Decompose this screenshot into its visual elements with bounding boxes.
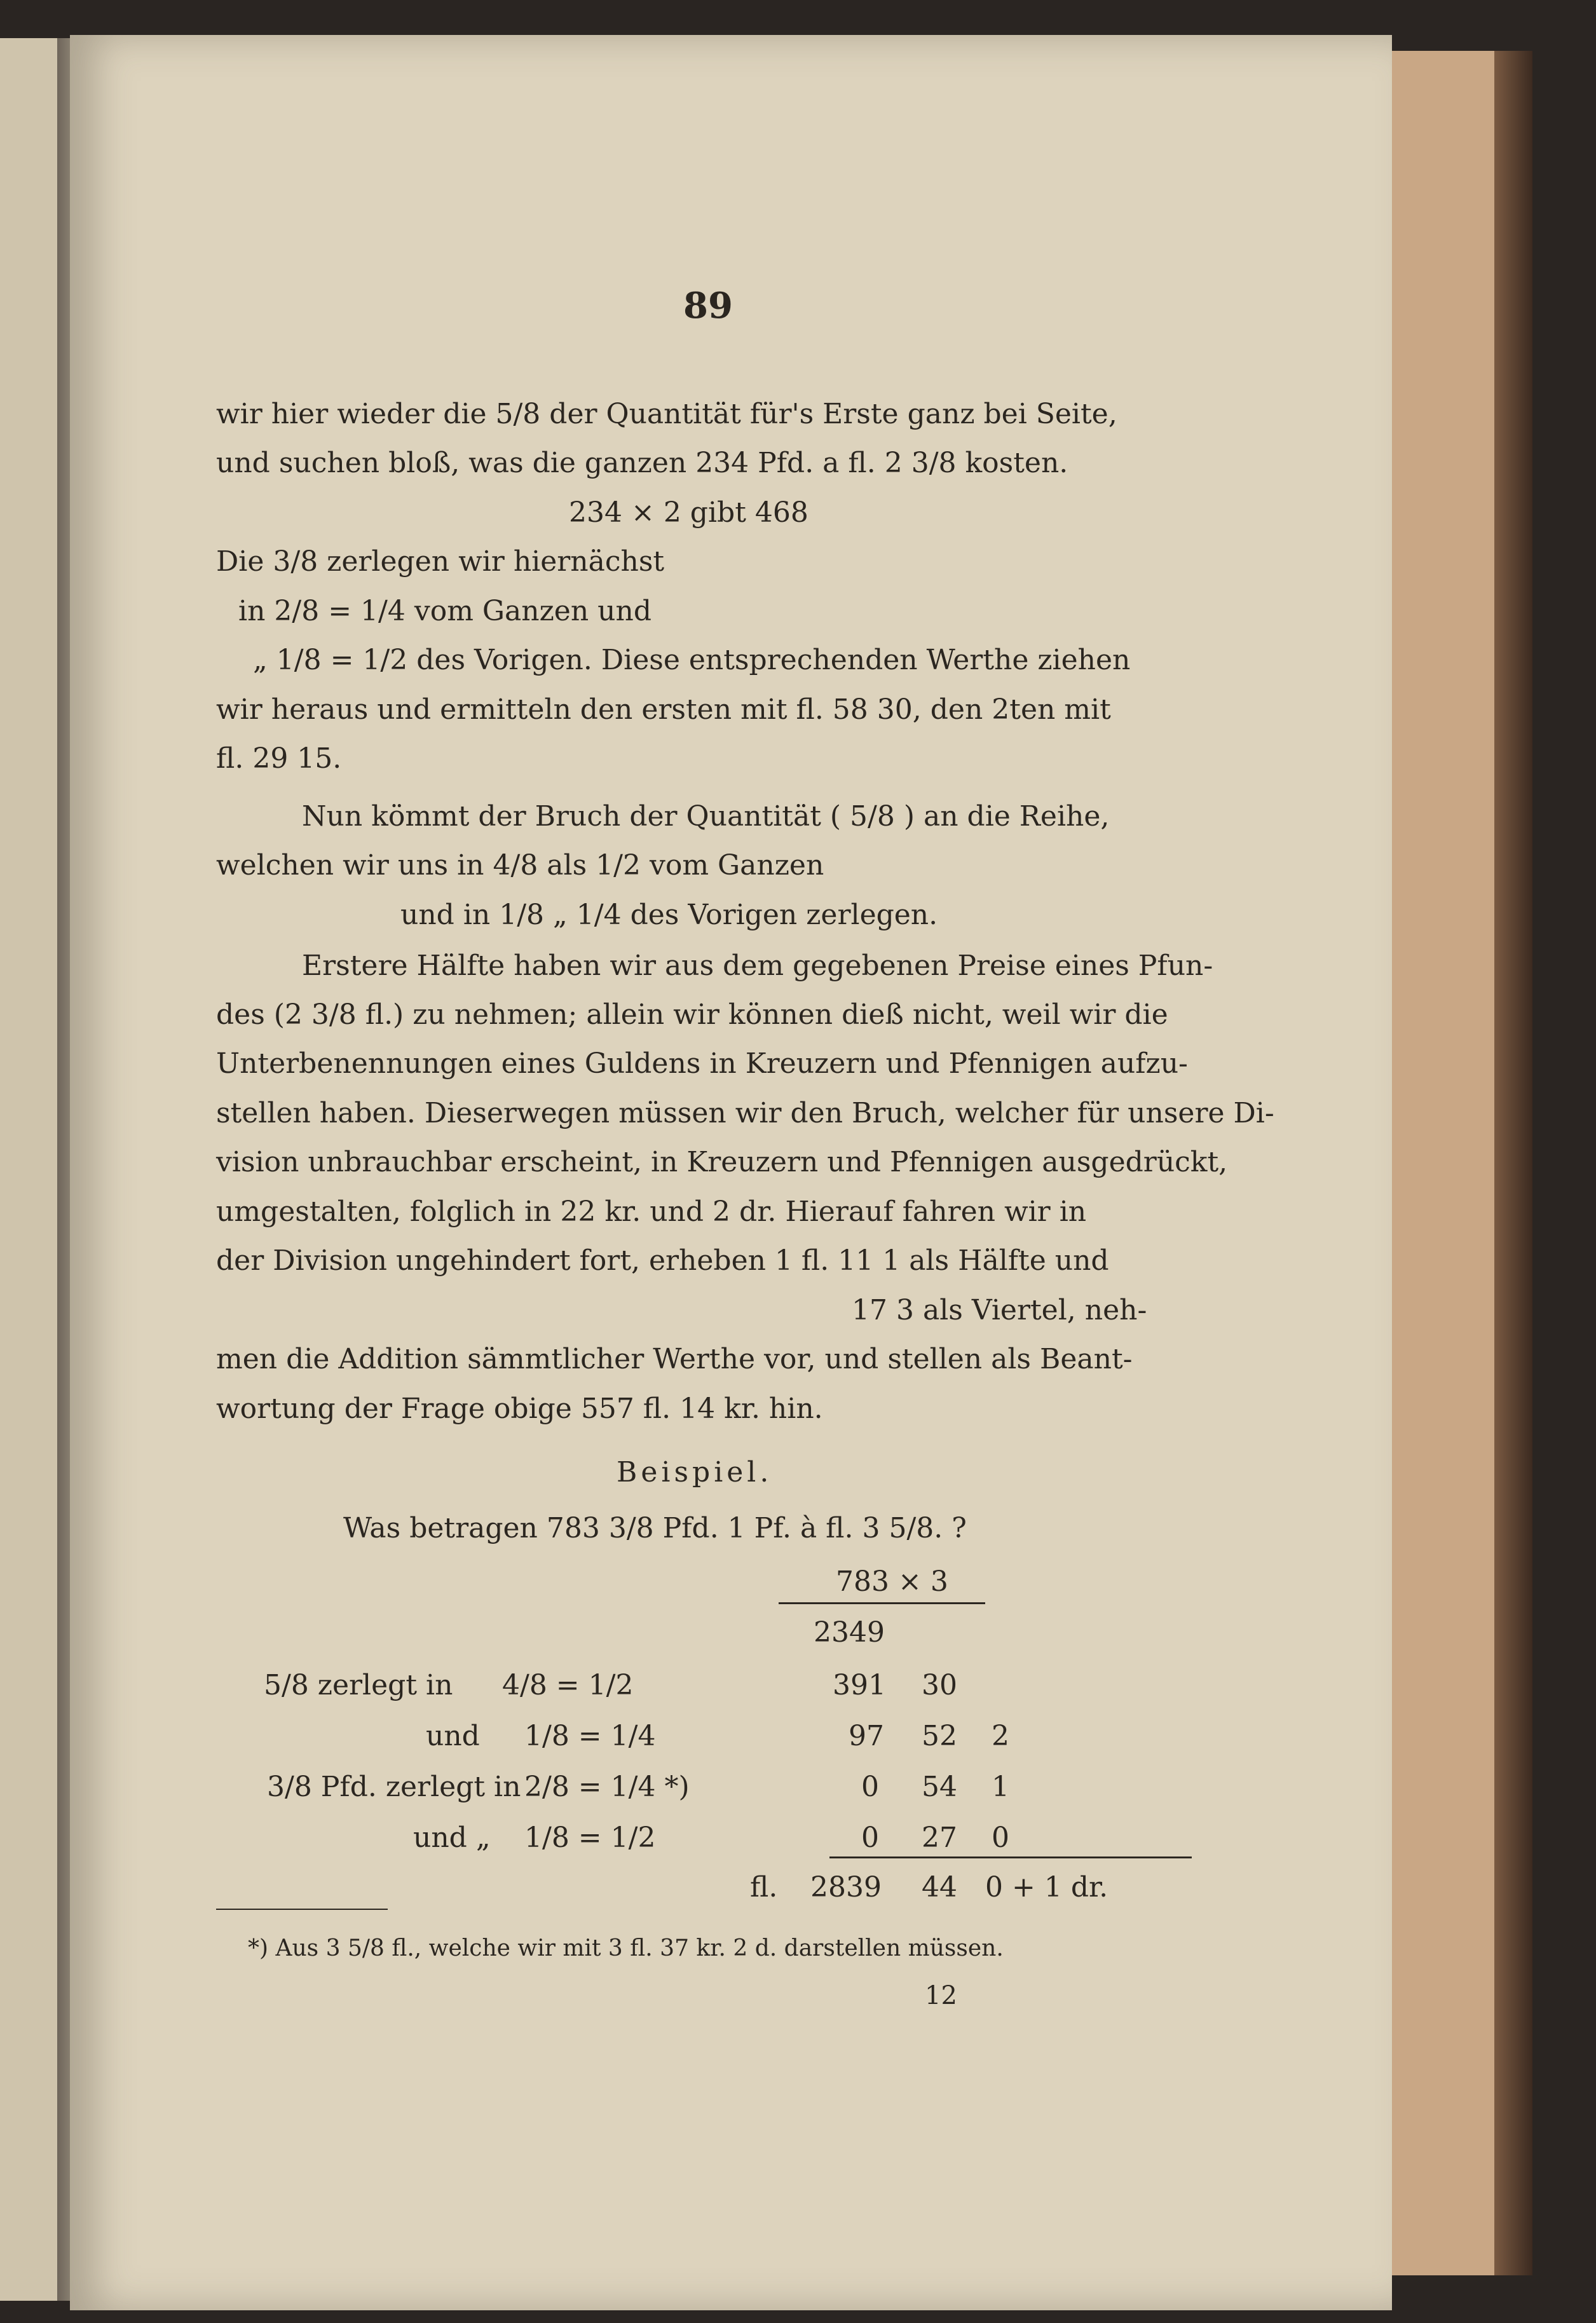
paragraph-3-line-4: stellen haben. Dieserwegen müssen wir den Bruch, welcher für unsere Di- (216, 1097, 1274, 1129)
row-3-fl: 0 (861, 1771, 879, 1803)
paragraph-3-line-5: vision unbrauchbar erscheint, in Kreuzern und Pfennigen ausgedrückt, (216, 1146, 1228, 1178)
total-unit: fl. (750, 1871, 778, 1904)
row-1-fl: 391 (833, 1669, 886, 1701)
row-2-fraction: 1/8 = 1/4 (524, 1720, 656, 1752)
sum-rule (829, 1856, 1192, 1858)
row-3-fraction: 2/8 = 1/4 *) (524, 1771, 690, 1803)
row-4-fl: 0 (861, 1822, 879, 1854)
example-multiplication: 783 × 3 (836, 1565, 948, 1598)
footnote-rule (216, 1909, 388, 1910)
decomposition-line-b: „ 1/8 = 1/2 des Vorigen. Diese entsprechenden Werthe ziehen (253, 644, 1131, 676)
decomposition-line-a: in 2/8 = 1/4 vom Ganzen und (238, 595, 652, 627)
paragraph-3-line-9: men die Addition sämmtlicher Werthe vor, und stellen als Beant- (216, 1343, 1133, 1375)
decomposition-line-d: fl. 29 15. (216, 742, 342, 775)
row-4-dr: 0 (992, 1822, 1009, 1854)
paragraph-3-line-1: Erstere Hälfte haben wir aus dem gegebenen Preise eines Pfun- (302, 950, 1213, 982)
paragraph-3-line-7: der Division ungehindert fort, erheben 1 fl. 11 1 als Hälfte und (216, 1244, 1109, 1277)
paragraph-2-line-2: welchen wir uns in 4/8 als 1/2 vom Ganzen (216, 849, 824, 882)
decomposition-line-c: wir heraus und ermitteln den ersten mit fl. 58 30, den 2ten mit (216, 693, 1111, 726)
signature-mark: 12 (925, 1981, 957, 2010)
multiplication-rule (779, 1602, 985, 1604)
total-dr: 0 + 1 dr. (985, 1871, 1108, 1904)
page-number: 89 (683, 285, 733, 327)
row-4-label: und „ (413, 1822, 491, 1854)
paragraph-3-line-8: 17 3 als Viertel, neh- (852, 1294, 1147, 1326)
example-heading: Beispiel. (617, 1456, 773, 1488)
example-product: 2349 (814, 1616, 885, 1649)
paragraph-1-line-2: und suchen bloß, was die ganzen 234 Pfd. a fl. 2 3/8 kosten. (216, 447, 1068, 479)
paragraph-3-line-3: Unterbenennungen eines Guldens in Kreuzern und Pfennigen aufzu- (216, 1047, 1188, 1080)
row-3-label: 3/8 Pfd. zerlegt in (267, 1771, 521, 1803)
row-3-kr: 54 (922, 1771, 957, 1803)
row-2-fl: 97 (849, 1720, 884, 1752)
paragraph-3-line-6: umgestalten, folglich in 22 kr. und 2 dr. Hierauf fahren wir in (216, 1196, 1087, 1228)
footnote: *) Aus 3 5/8 fl., welche wir mit 3 fl. 37 kr. 2 d. darstellen müssen. (248, 1935, 1004, 1961)
paragraph-2-line-3: und in 1/8 „ 1/4 des Vorigen zerlegen. (400, 899, 938, 931)
row-1-kr: 30 (922, 1669, 957, 1701)
paragraph-3-line-10: wortung der Frage obige 557 fl. 14 kr. hin. (216, 1393, 823, 1425)
row-2-kr: 52 (922, 1720, 957, 1752)
row-4-fraction: 1/8 = 1/2 (524, 1822, 656, 1854)
example-question: Was betragen 783 3/8 Pfd. 1 Pf. à fl. 3 5/8. ? (343, 1512, 967, 1544)
equation-1: 234 × 2 gibt 468 (569, 496, 808, 529)
row-2-label: und (426, 1720, 480, 1752)
decomposition-intro: Die 3/8 zerlegen wir hiernächst (216, 545, 665, 578)
paragraph-3-line-2: des (2 3/8 fl.) zu nehmen; allein wir können dieß nicht, weil wir die (216, 998, 1168, 1031)
paragraph-1-line-1: wir hier wieder die 5/8 der Quantität für's Erste ganz bei Seite, (216, 398, 1117, 430)
row-1-fraction: 4/8 = 1/2 (502, 1669, 634, 1701)
row-3-dr: 1 (992, 1771, 1009, 1803)
row-1-label: 5/8 zerlegt in (264, 1669, 453, 1701)
row-4-kr: 27 (922, 1822, 957, 1854)
total-kr: 44 (922, 1871, 957, 1904)
total-fl: 2839 (810, 1871, 882, 1904)
row-2-dr: 2 (992, 1720, 1009, 1752)
book-page (70, 35, 1392, 2310)
paragraph-2-line-1: Nun kömmt der Bruch der Quantität ( 5/8 ) an die Reihe, (302, 800, 1110, 833)
book-cover-edge (1392, 51, 1532, 2275)
